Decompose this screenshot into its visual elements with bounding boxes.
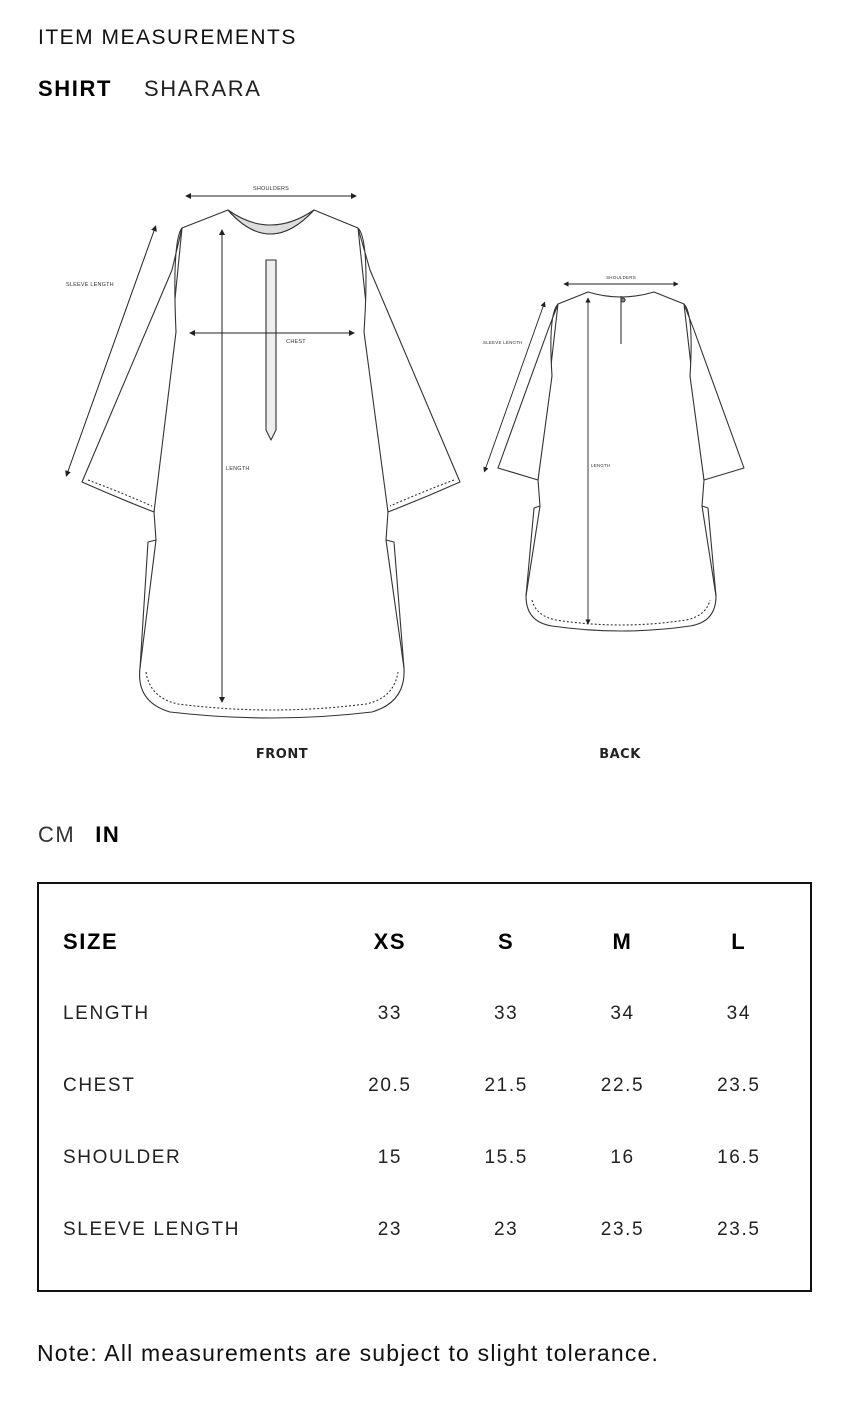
cell-value: 15.5 xyxy=(484,1147,528,1168)
size-table-container xyxy=(37,882,812,1292)
cell-value: 23.5 xyxy=(717,1075,761,1096)
size-table-header xyxy=(63,906,797,978)
header-m: M xyxy=(612,929,633,954)
cell-value: 20.5 xyxy=(368,1075,412,1096)
cell-value: 23.5 xyxy=(600,1219,645,1240)
tolerance-note: Note: All measurements are subject to slight tolerance. xyxy=(37,1340,660,1366)
header-xs: XS xyxy=(373,929,407,954)
table-row xyxy=(63,1194,797,1266)
back-length-label: LENGTH xyxy=(591,463,611,468)
row-label-shoulder: SHOULDER xyxy=(63,1147,182,1168)
tab-sharara[interactable]: SHARARA xyxy=(144,76,262,101)
page-heading: ITEM MEASUREMENTS xyxy=(38,26,297,49)
unit-cm[interactable]: CM xyxy=(38,822,76,847)
cell-value: 16.5 xyxy=(717,1147,761,1168)
cell-value: 23 xyxy=(494,1219,519,1240)
table-row xyxy=(63,1050,797,1122)
garment-illustration xyxy=(0,120,855,810)
front-sleeve-length-label: SLEEVE LENGTH xyxy=(66,282,114,288)
front-shoulders-label: SHOULDERS xyxy=(252,186,290,192)
unit-in[interactable]: IN xyxy=(95,822,121,847)
table-row xyxy=(63,1122,797,1194)
back-garment xyxy=(498,292,744,631)
back-shoulders-label: SHOULDERS xyxy=(606,275,636,280)
cell-value: 33 xyxy=(494,1003,519,1024)
front-garment xyxy=(82,210,460,718)
front-chest-label: CHEST xyxy=(286,339,306,345)
tab-shirt[interactable]: SHIRT xyxy=(38,76,112,101)
back-sleeve-length-label: SLEEVE LENGTH xyxy=(483,340,523,345)
cell-value: 34 xyxy=(610,1003,635,1024)
header-size: SIZE xyxy=(63,929,119,954)
front-length-label: LENGTH xyxy=(226,466,250,472)
cell-value: 15 xyxy=(377,1147,403,1168)
cell-value: 34 xyxy=(726,1003,751,1024)
header-l: L xyxy=(731,929,747,954)
garment-tabs xyxy=(38,76,262,102)
cell-value: 33 xyxy=(377,1003,403,1024)
unit-tabs xyxy=(38,822,120,848)
header-s: S xyxy=(498,929,515,954)
table-row xyxy=(63,978,797,1050)
row-label-chest: CHEST xyxy=(63,1075,136,1096)
cell-value: 21.5 xyxy=(484,1075,528,1096)
cell-value: 23 xyxy=(377,1219,403,1240)
back-view-label: BACK xyxy=(599,747,641,762)
front-view-label: FRONT xyxy=(255,747,309,762)
cell-value: 23.5 xyxy=(717,1219,761,1240)
cell-value: 16 xyxy=(610,1147,635,1168)
measurement-diagram xyxy=(0,120,855,810)
row-label-sleeve-length: SLEEVE LENGTH xyxy=(63,1219,241,1240)
row-label-length: LENGTH xyxy=(63,1003,150,1024)
size-table xyxy=(63,906,797,1266)
cell-value: 22.5 xyxy=(600,1075,645,1096)
